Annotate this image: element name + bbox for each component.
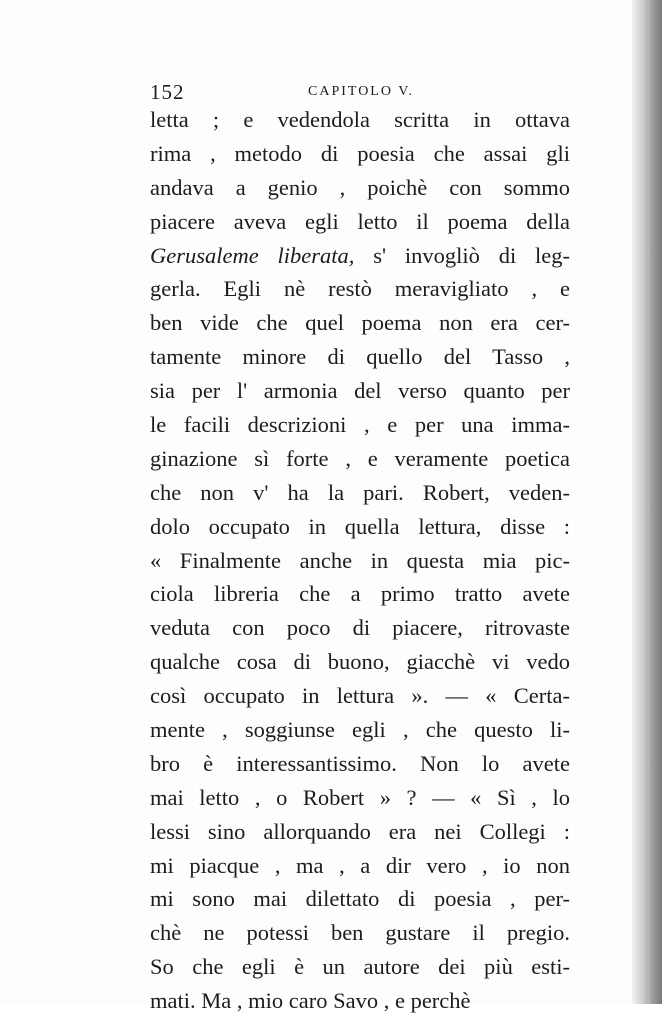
text-line: gerla. Egli nè restò meravigliato , e xyxy=(150,276,570,302)
text-line: ciola libreria che a primo tratto avete xyxy=(150,581,570,607)
text-line: mi piacque , ma , a dir vero , io non xyxy=(150,852,570,878)
text-line: So che egli è un autore dei più esti- xyxy=(150,954,570,980)
text-line: mi sono mai dilettato di poesia , per- xyxy=(150,886,570,912)
running-head xyxy=(150,80,570,104)
text-line: sia per l' armonia del verso quanto per xyxy=(150,378,570,404)
text-line: qualche cosa di buono, giacchè vi vedo xyxy=(150,649,570,675)
text-line: le facili descrizioni , e per una imma- xyxy=(150,412,570,438)
text-line: rima , metodo di poesia che assai gli xyxy=(150,140,570,166)
text-line: dolo occupato in quella lettura, disse : xyxy=(150,513,570,539)
text-line: mati. Ma , mio caro Savo , e perchè xyxy=(150,988,471,1014)
text-line: che non v' ha la pari. Robert, veden- xyxy=(150,479,570,505)
line-suffix: s' invogliò di leg- xyxy=(354,242,570,268)
text-line: veduta con poco di piacere, ritrovaste xyxy=(150,615,570,641)
text-line: lessi sino allorquando era nei Collegi : xyxy=(150,818,570,844)
page-number: 152 xyxy=(150,80,185,104)
text-line: mente , soggiunse egli , che questo li- xyxy=(150,717,570,743)
text-line: letta ; e vedendola scritta in ottava xyxy=(150,107,570,132)
text-line: piacere aveva egli letto il poema della xyxy=(150,208,570,234)
text-line xyxy=(150,239,570,273)
text-line: chè ne potessi ben gustare il pregio. xyxy=(150,920,570,946)
text-line: andava a genio , poichè con sommo xyxy=(150,174,570,200)
text-line: bro è interessantissimo. Non lo avete xyxy=(150,750,570,776)
body-text xyxy=(150,103,570,1018)
chapter-heading: CAPITOLO V. xyxy=(308,84,415,99)
text-line: così occupato in lettura ». — « Certa- xyxy=(150,683,570,709)
text-line: ben vide che quel poema non era cer- xyxy=(150,310,570,336)
book-title-italic: Gerusaleme liberata, xyxy=(150,242,355,268)
text-line: « Finalmente anche in questa mia pic- xyxy=(150,547,570,573)
text-line: tamente minore di quello del Tasso , xyxy=(150,344,570,370)
text-line: ginazione sì forte , e veramente poetica xyxy=(150,445,570,471)
text-line: mai letto , o Robert » ? — « Sì , lo xyxy=(150,784,570,810)
book-spine-edge xyxy=(647,0,650,1004)
